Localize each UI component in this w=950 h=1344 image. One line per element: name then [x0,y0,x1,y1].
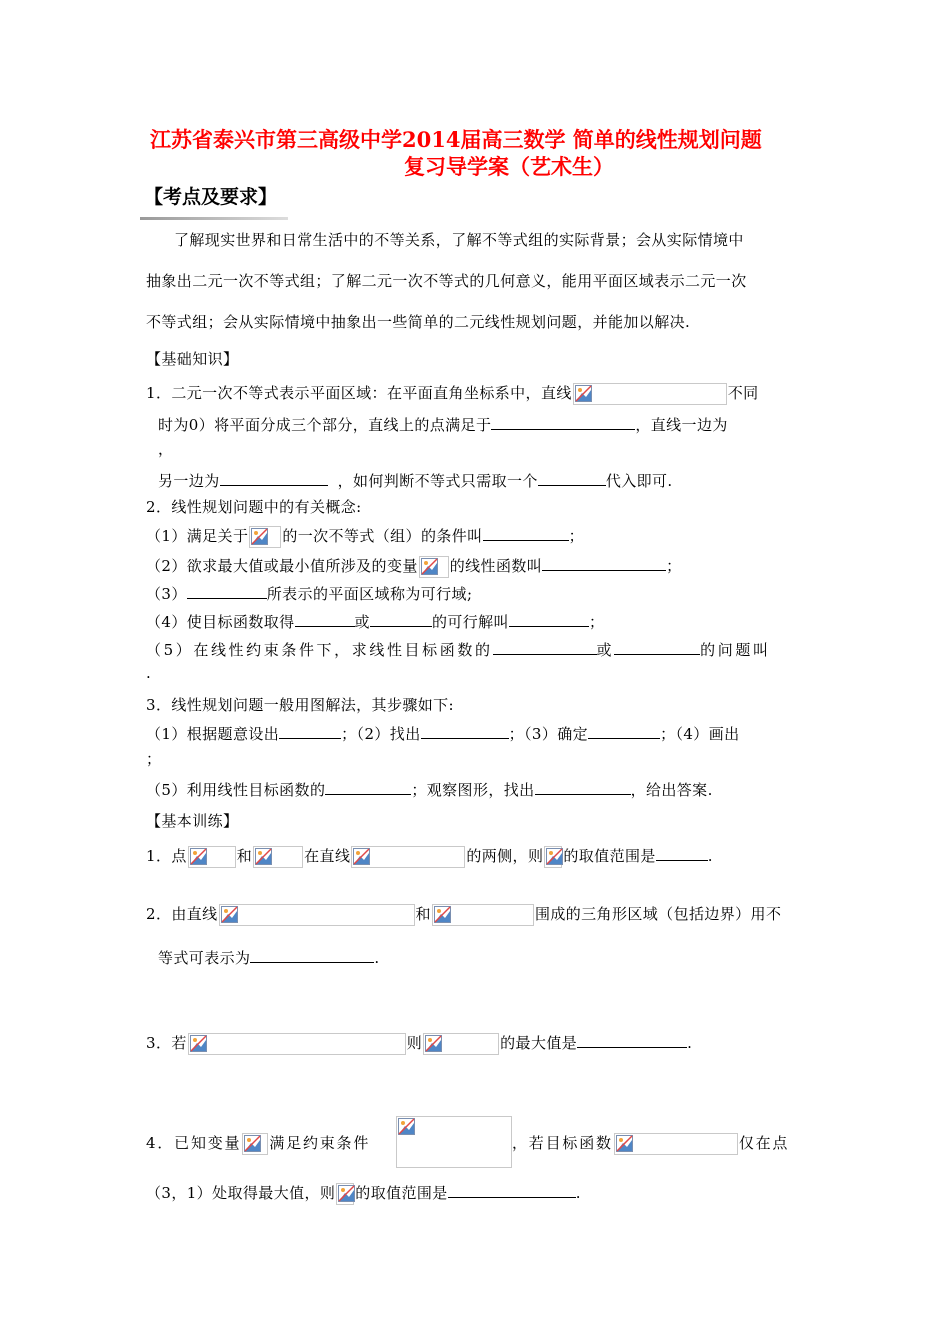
broken-image-icon [546,848,563,865]
k1-text-c: 时为0）将平面分成三个部分，直线上的点满足于 [158,416,492,434]
k2-text: 的问题叫 [700,641,771,659]
q3 [146,1031,692,1055]
q4-text: 的取值范围是 [355,1184,448,1202]
formula-image [614,1133,738,1155]
k3-text: ；观察图形，找出 [411,781,535,799]
formula-image [219,904,415,926]
k1-line2 [158,413,728,435]
blank[interactable] [279,722,341,739]
q2-text: 等式可表示为 [158,949,251,967]
k3-head: 3．线性规划问题一般用图解法，其步骤如下: [146,696,454,714]
k3-line1-end: ； [146,750,162,768]
k2-line1 [146,524,584,548]
k2-text: ； [588,613,605,631]
k2-text: ； [568,527,584,545]
blank[interactable] [535,778,631,795]
broken-image-icon [244,1135,261,1152]
k2-text: （3） [146,585,187,603]
formula-image [423,1033,499,1055]
q2-text: 和 [415,905,431,923]
q2-line2 [158,946,380,968]
k3-text: ；（2）找出 [341,725,421,743]
doc-title-line2: 复习导学案（艺术生） [404,154,614,179]
broken-image-icon [434,906,451,923]
blank[interactable] [614,638,700,655]
k2-text: （5）在线性约束条件下，求线性目标函数的 [146,641,493,659]
k2-head: 2．线性规划问题中的有关概念: [146,498,362,516]
intro-line-3: 不等式组；会从实际情境中抽象出一些简单的二元线性规划问题，并能加以解决. [146,313,691,331]
q1-text: 在直线 [304,847,351,865]
k3-text: ；（4）画出 [660,725,740,743]
formula-image [573,383,727,405]
q1 [146,844,713,868]
k3-text: （1）根据题意设出 [146,725,280,743]
blank[interactable] [295,610,355,627]
blank[interactable] [509,610,589,627]
formula-image [188,1033,406,1055]
q2-line1 [146,903,781,926]
blank[interactable] [493,638,597,655]
q4-text: . [575,1184,581,1202]
broken-image-icon [255,848,272,865]
k2-text: 或 [596,641,615,659]
k3-line1 [146,722,740,744]
k2-text: 的一次不等式（组）的条件叫 [282,527,483,545]
q4-line1b [512,1132,789,1155]
section-tag-underline [140,217,288,220]
q3-text: 则 [406,1034,423,1052]
q4-text: ，若目标函数 [512,1134,613,1152]
section-tag-kaodian [140,176,288,220]
k3-text: ，给出答案. [630,781,713,799]
section-jichu: 【基础知识】 [146,350,239,368]
formula-image [544,846,562,868]
k1-text-b: 不同 [727,384,759,402]
blank[interactable] [483,524,569,541]
k2-line5-end: . [146,664,152,682]
intro-line-1: 了解现实世界和日常生活中的不等关系，了解不等式组的实际背景；会从实际情境中 [174,231,744,249]
broken-image-icon [353,848,370,865]
k1-text-a: 1．二元一次不等式表示平面区域：在平面直角坐标系中，直线 [146,384,572,402]
k2-text: 的可行解叫 [431,613,509,631]
intro-line-2: 抽象出二元一次不等式组；了解二元一次不等式的几何意义，能用平面区域表示二元一次 [146,272,747,290]
q3-text: 的最大值是 [500,1034,578,1052]
broken-image-icon [398,1118,415,1135]
section-tag-label: 【考点及要求】 [144,186,278,208]
q1-text: 和 [236,847,253,865]
k3-line2 [146,778,713,800]
blank[interactable] [448,1181,576,1198]
blank[interactable] [370,610,432,627]
section-jiben: 【基本训练】 [146,812,239,830]
blank[interactable] [421,722,509,739]
q4-text: 满足约束条件 [269,1134,371,1152]
formula-image [351,846,465,868]
k2-line5 [146,638,771,660]
q2-text: . [374,949,380,967]
k2-text: （2）欲求最大值或最小值所涉及的变量 [146,557,418,575]
blank[interactable] [250,946,374,963]
formula-image [253,846,303,868]
k2-text: 或 [354,613,370,631]
broken-image-icon [221,906,238,923]
blank[interactable] [577,1031,687,1048]
formula-image [242,1133,268,1155]
formula-image [432,904,534,926]
k3-text: ；（3）确定 [508,725,589,743]
blank[interactable] [220,469,328,486]
broken-image-icon [251,528,268,545]
formula-image [419,556,449,578]
formula-image [249,526,281,548]
k2-text: ； [666,557,682,575]
q3-text: . [687,1034,693,1052]
broken-image-icon [190,1035,207,1052]
formula-image [336,1183,354,1205]
broken-image-icon [616,1135,633,1152]
broken-image-icon [425,1035,442,1052]
formula-image [188,846,236,868]
k2-text: （1）满足关于 [146,527,249,545]
k2-text: （4）使目标函数取得 [146,613,295,631]
blank[interactable] [656,844,708,861]
constraint-image [396,1116,512,1168]
k1-text-g: ，如何判断不等式只需取一个 [337,472,538,490]
blank[interactable] [325,778,411,795]
blank[interactable] [588,722,660,739]
q1-text: 的取值范围是 [563,847,656,865]
k2-text: 所表示的平面区域称为可行域; [266,585,473,603]
k1-text-h: 代入即可. [605,472,673,490]
q3-text: 3．若 [146,1034,187,1052]
blank[interactable] [491,413,635,430]
doc-title-line1: 江苏省泰兴市第三高级中学2014届高三数学 简单的线性规划问题 [150,127,762,152]
broken-image-icon [421,558,438,575]
k2-line4 [146,610,604,632]
q4-text: 4．已知变量 [146,1134,242,1152]
k2-text: 的线性函数叫 [449,557,543,575]
blank[interactable] [538,469,606,486]
q4-text: （3，1）处取得最大值，则 [146,1184,336,1202]
k2-line2 [146,554,682,578]
k1-comma: ， [158,440,174,458]
k1-line3 [158,469,673,491]
broken-image-icon [575,385,592,402]
blank[interactable] [187,582,267,599]
q1-text: . [707,847,713,865]
broken-image-icon [338,1185,355,1202]
q2-text: 围成的三角形区域（包括边界）用不 [534,905,782,923]
k1-text-d: ，直线一边为 [635,416,728,434]
q1-text: 1．点 [146,847,187,865]
k1-line1 [146,382,759,405]
q1-text: 的两侧，则 [466,847,544,865]
q4-line2 [146,1181,581,1205]
k3-text: （5）利用线性目标函数的 [146,781,326,799]
q4-line1a [146,1132,370,1155]
q4-text: 仅在点 [738,1134,790,1152]
k2-line3 [146,582,472,604]
k1-text-f: 另一边为 [158,472,220,490]
q2-text: 2．由直线 [146,905,218,923]
blank[interactable] [542,554,666,571]
broken-image-icon [190,848,207,865]
